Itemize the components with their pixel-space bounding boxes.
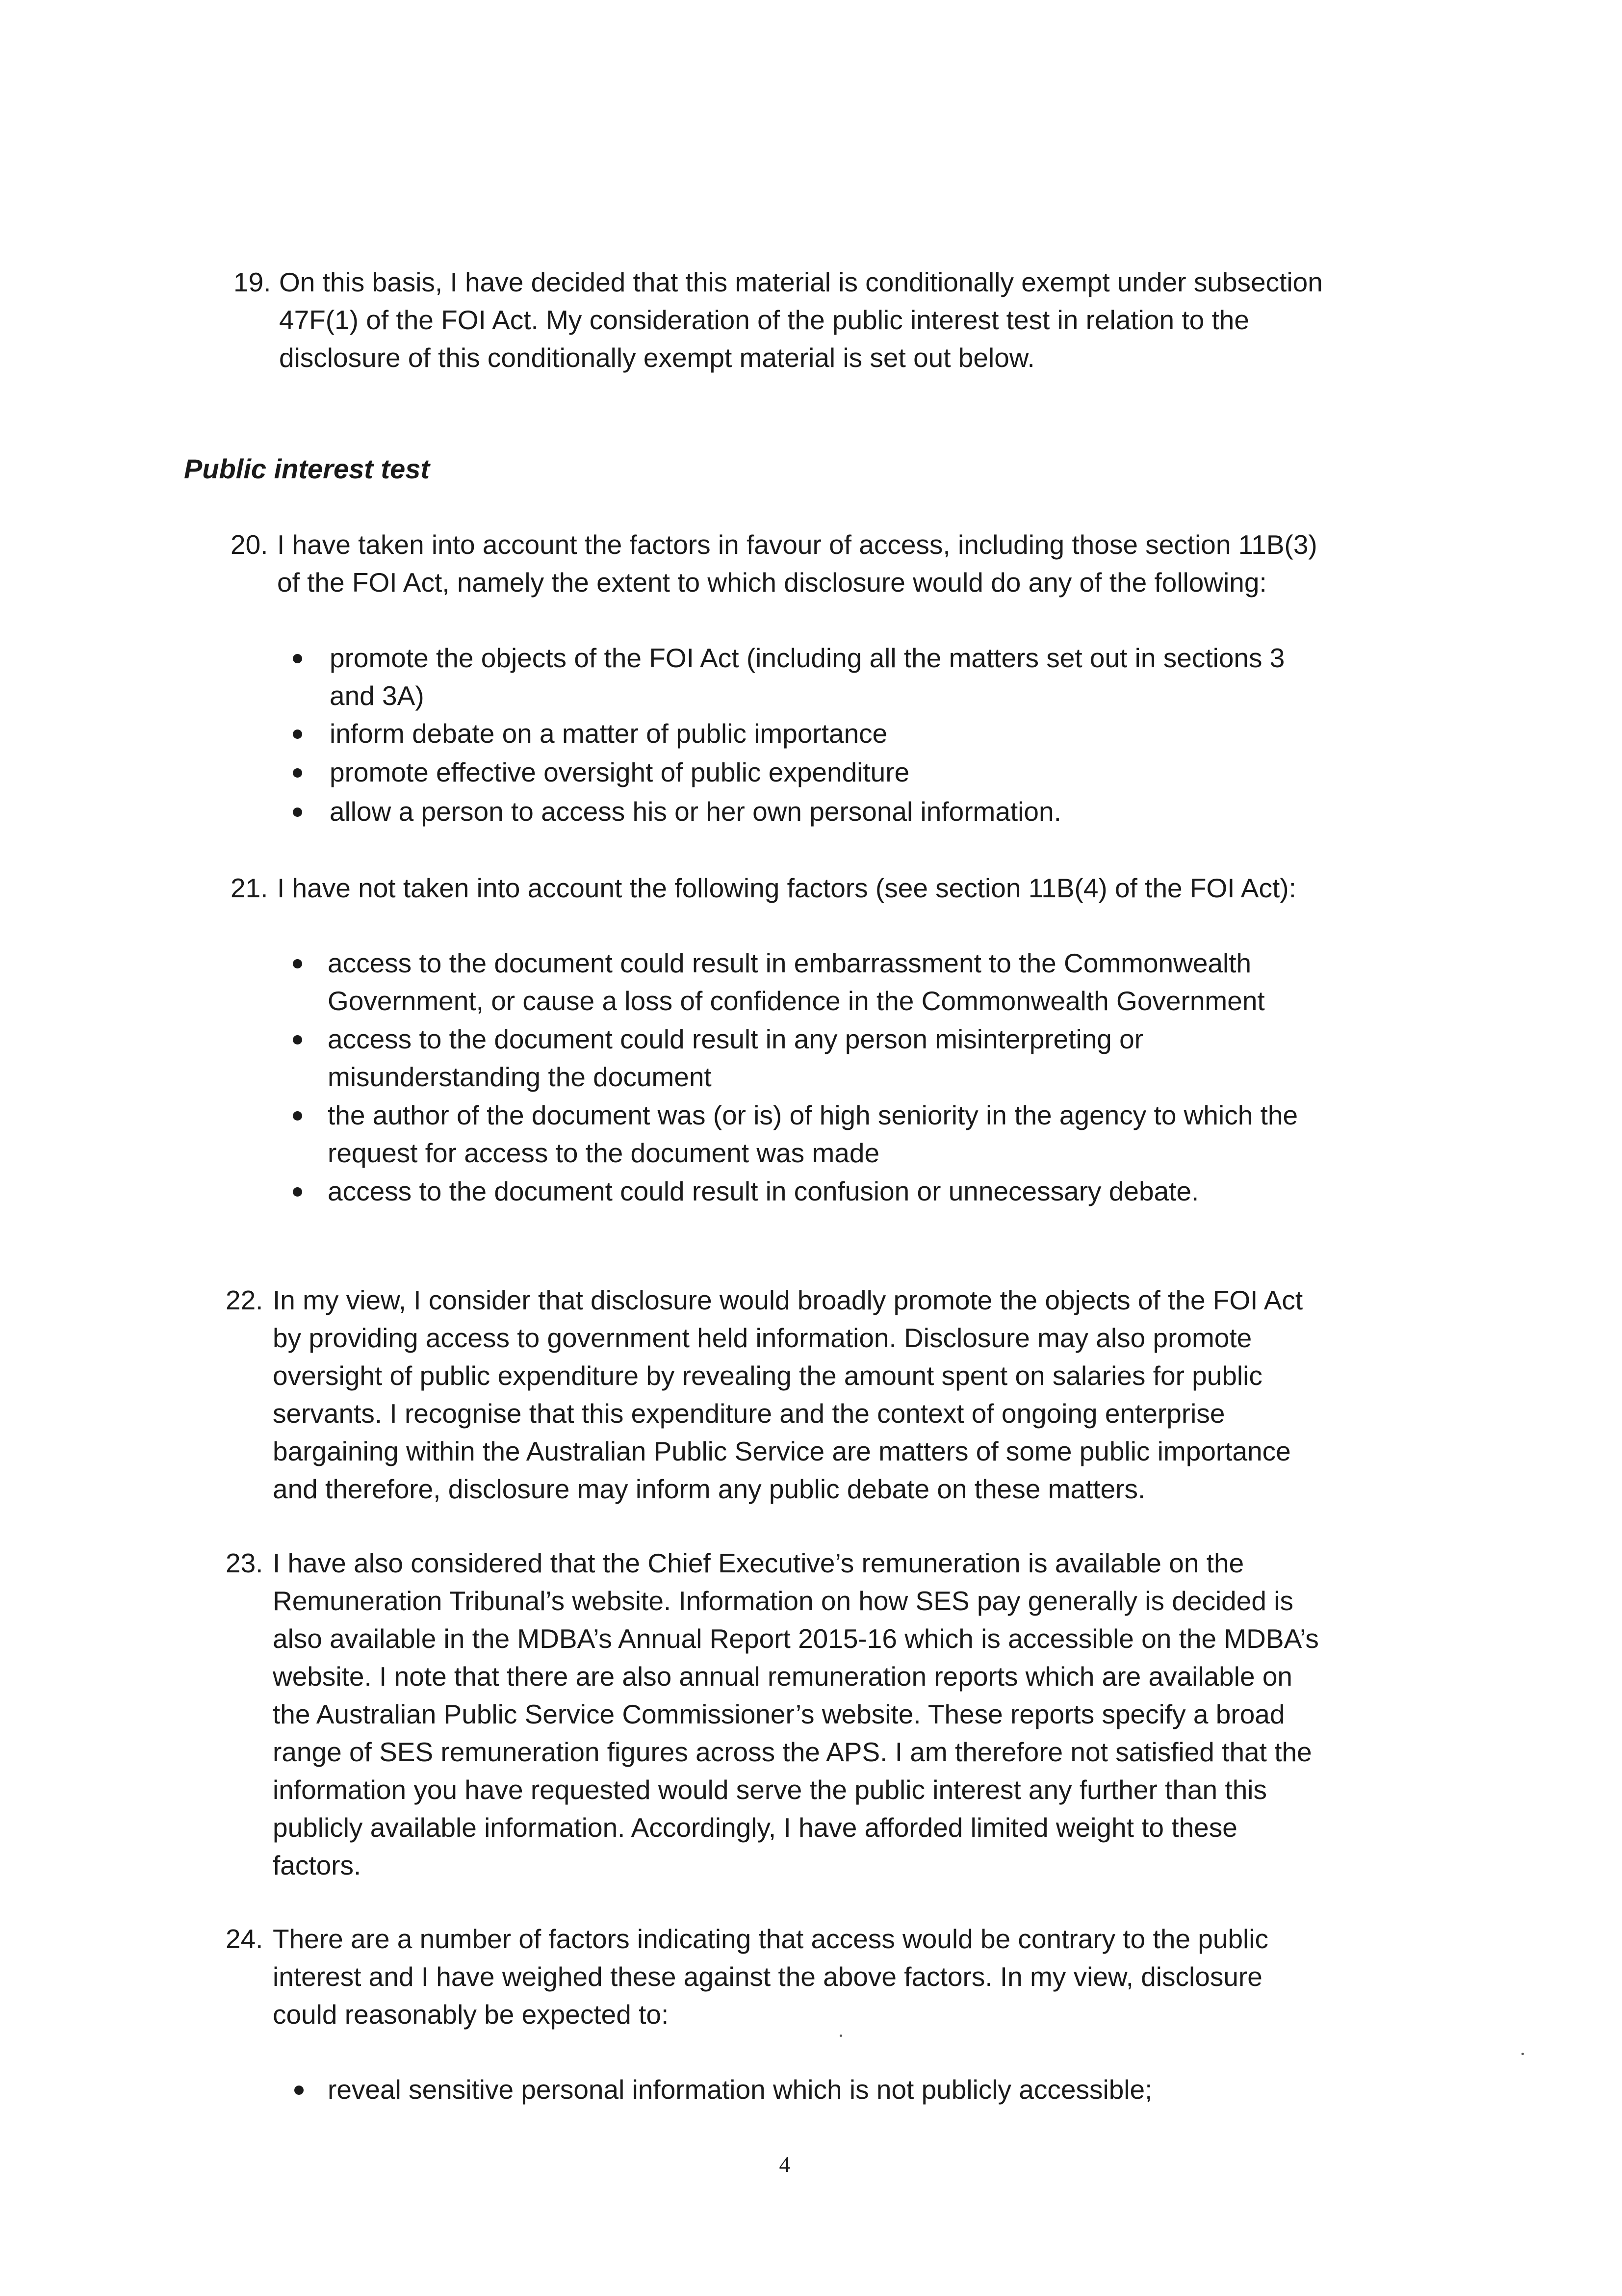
bullet-icon: [293, 1111, 302, 1121]
paragraph-line: I have also considered that the Chief Executive’s remuneration is available on the: [273, 1548, 1244, 1578]
list-item-line: access to the document could result in confusion or unnecessary debate.: [328, 1176, 1199, 1206]
paragraph-line: I have taken into account the factors in favour of access, including those section 11B(3): [277, 529, 1317, 560]
scan-speck: [1521, 2053, 1524, 2055]
paragraph-line: and therefore, disclosure may inform any public debate on these matters.: [273, 1474, 1146, 1504]
list-item-line: request for access to the document was made: [328, 1138, 880, 1168]
list-item-line: Government, or cause a loss of confidence in the Commonwealth Government: [328, 986, 1265, 1016]
paragraph-24: [226, 1920, 1403, 2034]
paragraph-20: [231, 526, 1408, 601]
paragraph-line: interest and I have weighed these against the above factors. In my view, disclosure: [273, 1961, 1262, 1992]
scan-speck: [840, 2035, 842, 2037]
list-item-line: promote the objects of the FOI Act (including all the matters set out in sections 3: [330, 643, 1285, 673]
paragraph-21: [231, 869, 1408, 907]
paragraph-line: publicly available information. Accordingly, I have afforded limited weight to these: [273, 1812, 1237, 1843]
list-item-line: allow a person to access his or her own personal information.: [330, 796, 1061, 827]
bullet-icon: [293, 730, 302, 739]
bullet-icon: [293, 654, 302, 663]
bullet-icon: [293, 808, 302, 817]
paragraph-line: factors.: [273, 1850, 361, 1880]
list-item: [328, 944, 1407, 1020]
paragraph-line: oversight of public expenditure by revealing the amount spent on salaries for public: [273, 1360, 1262, 1391]
bullet-icon: [294, 2086, 304, 2095]
paragraph-19: [233, 263, 1411, 377]
paragraph-22: [226, 1281, 1403, 1508]
list-item-line: inform debate on a matter of public importance: [330, 718, 888, 749]
paragraph-number: 24.: [226, 1924, 263, 1954]
paragraph-23: [226, 1544, 1403, 1884]
bullet-list-contrary-factors: [328, 2071, 1407, 2109]
list-item: [330, 639, 1409, 715]
list-item-line: promote effective oversight of public expenditure: [330, 757, 910, 787]
list-item: [330, 715, 1409, 754]
list-item-line: the author of the document was (or is) of high seniority in the agency to which the: [328, 1100, 1298, 1130]
paragraph-line: information you have requested would serve the public interest any further than this: [273, 1774, 1267, 1805]
list-item: [328, 1020, 1407, 1096]
paragraph-line: also available in the MDBA’s Annual Report 2015-16 which is accessible on the MDBA’s: [273, 1623, 1319, 1654]
paragraph-line: servants. I recognise that this expenditure and the context of ongoing enterprise: [273, 1398, 1225, 1429]
paragraph-line: by providing access to government held information. Disclosure may also promote: [273, 1323, 1252, 1353]
paragraph-line: 47F(1) of the FOI Act. My consideration of the public interest test in relation to the: [279, 305, 1249, 335]
paragraph-line: of the FOI Act, namely the extent to which disclosure would do any of the following:: [277, 567, 1267, 598]
list-item: [330, 754, 1409, 793]
list-item-line: and 3A): [330, 680, 424, 711]
list-item: [328, 1173, 1407, 1210]
paragraph-line: the Australian Public Service Commissioner’s website. These reports specify a broad: [273, 1699, 1285, 1729]
list-item: [330, 793, 1409, 831]
bullet-list-irrelevant-factors: [328, 944, 1407, 1210]
paragraph-line: Remuneration Tribunal’s website. Information on how SES pay generally is decided is: [273, 1586, 1293, 1616]
list-item-line: reveal sensitive personal information which is not publicly accessible;: [328, 2074, 1153, 2105]
paragraph-number: 21.: [231, 873, 268, 903]
bullet-icon: [293, 768, 302, 778]
paragraph-line: range of SES remuneration figures across the APS. I am therefore not satisfied that the: [273, 1737, 1312, 1767]
paragraph-line: disclosure of this conditionally exempt material is set out below.: [279, 342, 1035, 373]
bullet-list-favour-factors: [330, 639, 1409, 831]
page-number: 4: [779, 2152, 791, 2177]
paragraph-number: 22.: [226, 1285, 263, 1315]
list-item: [328, 1096, 1407, 1173]
paragraph-line: In my view, I consider that disclosure would broadly promote the objects of the FOI Act: [273, 1285, 1303, 1315]
paragraph-number: 23.: [226, 1548, 263, 1578]
paragraph-line: bargaining within the Australian Public Service are matters of some public importance: [273, 1436, 1291, 1466]
section-heading: Public interest test: [184, 453, 430, 484]
bullet-icon: [293, 1187, 302, 1197]
paragraph-number: 20.: [231, 529, 268, 560]
paragraph-line: I have not taken into account the following factors (see section 11B(4) of the FOI Act):: [277, 873, 1296, 903]
bullet-icon: [293, 959, 302, 968]
list-item-line: access to the document could result in embarrassment to the Commonwealth: [328, 948, 1252, 978]
paragraph-line: could reasonably be expected to:: [273, 1999, 669, 2030]
list-item-line: access to the document could result in any person misinterpreting or: [328, 1024, 1144, 1054]
paragraph-line: website. I note that there are also annual remuneration reports which are available on: [273, 1661, 1293, 1692]
paragraph-line: On this basis, I have decided that this material is conditionally exempt under subsection: [279, 267, 1323, 297]
bullet-icon: [293, 1035, 302, 1044]
paragraph-line: There are a number of factors indicating that access would be contrary to the public: [273, 1924, 1268, 1954]
list-item-line: misunderstanding the document: [328, 1062, 712, 1092]
list-item: [328, 2071, 1407, 2109]
paragraph-number: 19.: [233, 267, 271, 297]
